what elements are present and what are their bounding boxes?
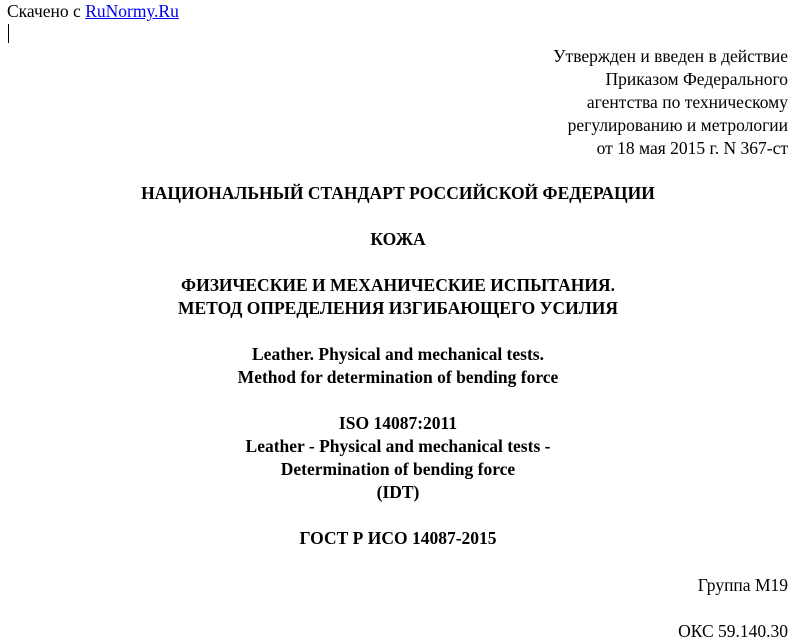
approval-line: Утвержден и введен в действие xyxy=(553,46,788,66)
gost-heading xyxy=(0,527,790,550)
source-line xyxy=(7,1,179,21)
national-standard-heading xyxy=(0,182,790,205)
oks-label: ОКС 59.140.30 xyxy=(678,621,788,641)
group-label: Группа М19 xyxy=(697,575,788,595)
approval-line: агентства по техническому xyxy=(586,92,788,112)
russian-title-line: МЕТОД ОПРЕДЕЛЕНИЯ ИЗГИБАЮЩЕГО УСИЛИЯ xyxy=(177,298,619,318)
subject-heading xyxy=(0,228,790,251)
text-cursor xyxy=(8,24,9,43)
russian-title-block xyxy=(0,274,790,320)
gost-designation: ГОСТ Р ИСО 14087-2015 xyxy=(299,528,497,548)
runormy-link[interactable]: RuNormy.Ru xyxy=(85,1,179,21)
source-prefix: Скачено с xyxy=(7,1,86,21)
russian-title-line: ФИЗИЧЕСКИЕ И МЕХАНИЧЕСКИЕ ИСПЫТАНИЯ. xyxy=(181,275,615,295)
iso-number: ISO 14087:2011 xyxy=(338,413,458,433)
english-title-line: Method for determination of bending force xyxy=(237,367,559,387)
approval-line: регулированию и метрологии xyxy=(567,115,788,135)
national-standard-title: НАЦИОНАЛЬНЫЙ СТАНДАРТ РОССИЙСКОЙ ФЕДЕРАЦИИ xyxy=(141,183,655,203)
english-title-line: Leather. Physical and mechanical tests. xyxy=(252,344,544,364)
english-title-block xyxy=(0,343,790,389)
subject-title: КОЖА xyxy=(370,229,426,249)
approval-line: от 18 мая 2015 г. N 367-ст xyxy=(596,138,788,158)
iso-reference-block xyxy=(0,412,790,504)
iso-title-line: Determination of bending force xyxy=(280,459,516,479)
approval-block xyxy=(553,45,788,160)
iso-equivalence: (IDT) xyxy=(376,482,420,502)
iso-title-line: Leather - Physical and mechanical tests - xyxy=(245,436,551,456)
approval-line: Приказом Федерального xyxy=(605,69,788,89)
